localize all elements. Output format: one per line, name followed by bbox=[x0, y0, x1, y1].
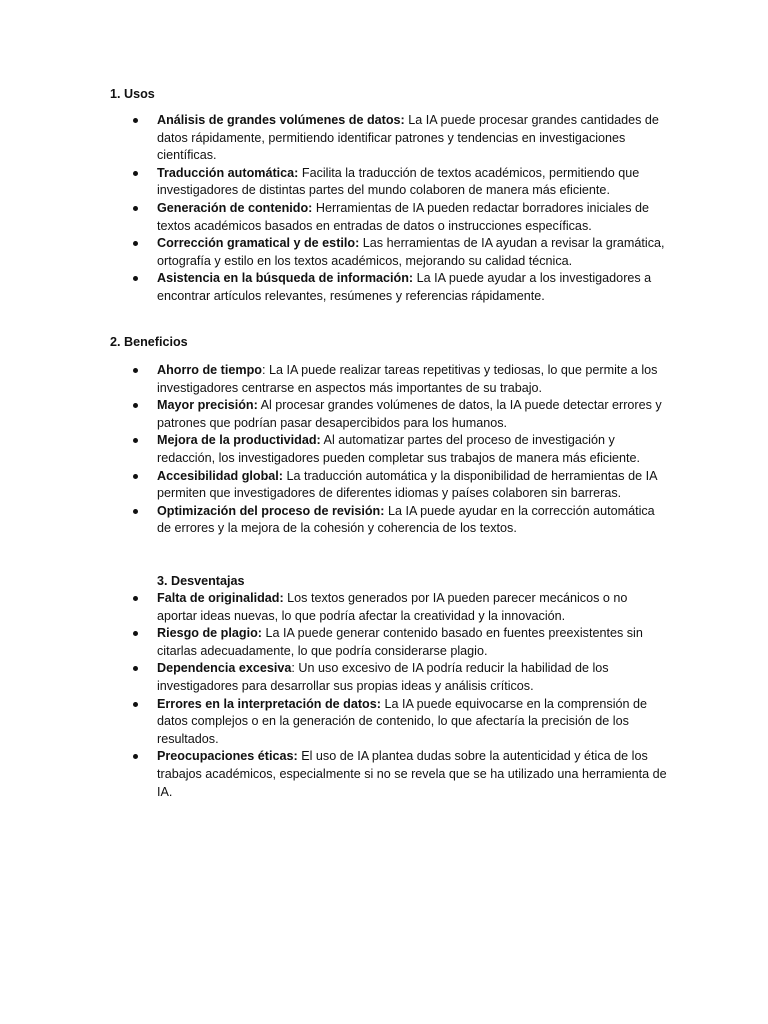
list-item bbox=[130, 432, 670, 467]
desventajas-list bbox=[130, 590, 670, 801]
bullet-icon bbox=[133, 241, 138, 246]
item-term: Ahorro de tiempo bbox=[157, 363, 262, 377]
list-item bbox=[130, 165, 670, 200]
item-text: Facilita la traducción de textos académicos, permitiendo que investigadores de distintas partes del mundo colaboren de manera más eficiente. bbox=[157, 165, 640, 198]
list-item bbox=[130, 112, 670, 165]
item-text: Al automatizar partes del proceso de investigación y redacción, los investigadores pueden completar sus trabajos de manera más eficiente. bbox=[157, 433, 641, 465]
section-heading-usos: 1. Usos bbox=[110, 87, 155, 101]
list-item bbox=[130, 397, 670, 432]
item-term: Accesibilidad global: bbox=[157, 468, 283, 483]
bullet-icon bbox=[133, 702, 138, 707]
bullet-icon bbox=[133, 403, 138, 408]
item-text: : La IA puede realizar tareas repetitivas y tediosas, lo que permite a los investigadores centrarse en aspectos más importantes de su trabajo. bbox=[157, 363, 658, 395]
item-text: La IA puede equivocarse en la comprensión de datos complejos o en la generación de contenido, lo que afectaría la precisión de los resultados. bbox=[157, 696, 648, 746]
list-item bbox=[130, 660, 670, 695]
bullet-icon bbox=[133, 276, 138, 281]
bullet-icon bbox=[133, 206, 138, 211]
item-term: Falta de originalidad: bbox=[157, 591, 284, 605]
bullet-icon bbox=[133, 438, 138, 443]
usos-list bbox=[130, 112, 670, 306]
item-text: : Un uso excesivo de IA podría reducir la habilidad de los investigadores para desarrollar sus propias ideas y análisis críticos. bbox=[157, 661, 609, 693]
list-item bbox=[130, 362, 670, 397]
item-text: La traducción automática y la disponibilidad de herramientas de IA permiten que investigadores de diferentes idiomas y países colaboren sin barreras. bbox=[157, 468, 657, 501]
item-text: La IA puede procesar grandes cantidades de datos rápidamente, permitiendo identificar patrones y tendencias en investigaciones científicas. bbox=[157, 113, 659, 163]
bullet-icon bbox=[133, 754, 138, 759]
list-item bbox=[130, 748, 670, 801]
item-text: Herramientas de IA pueden redactar borradores iniciales de textos académicos basados en entradas de datos o instrucciones específicas. bbox=[157, 200, 650, 233]
item-term: Corrección gramatical y de estilo: bbox=[157, 236, 360, 251]
item-term: Mayor precisión: bbox=[157, 398, 258, 413]
list-item bbox=[130, 468, 670, 503]
bullet-icon bbox=[133, 474, 138, 479]
beneficios-list bbox=[130, 362, 670, 538]
item-term: Asistencia en la búsqueda de información: bbox=[157, 271, 414, 286]
item-text: Al procesar grandes volúmenes de datos, la IA puede detectar errores y patrones que podrían pasar desapercibidos para los humanos. bbox=[157, 398, 662, 430]
list-item bbox=[130, 270, 670, 305]
bullet-icon bbox=[133, 596, 138, 601]
item-term: Optimización del proceso de revisión: bbox=[157, 503, 385, 518]
bullet-icon bbox=[133, 631, 138, 636]
bullet-icon bbox=[133, 118, 138, 123]
list-item bbox=[130, 200, 670, 235]
item-term: Dependencia excesiva bbox=[157, 661, 292, 676]
item-term: Generación de contenido: bbox=[157, 200, 313, 215]
section-heading-beneficios: 2. Beneficios bbox=[110, 335, 188, 349]
list-item bbox=[130, 235, 670, 270]
item-term: Traducción automática: bbox=[157, 165, 299, 180]
item-term: Preocupaciones éticas: bbox=[157, 749, 298, 764]
bullet-icon bbox=[133, 368, 138, 373]
item-text: Las herramientas de IA ayudan a revisar la gramática, ortografía y estilo en los textos académicos, mejorando su calidad técnica. bbox=[157, 236, 665, 268]
item-text: Los textos generados por IA pueden parecer mecánicos o no aportar ideas nuevas, lo que podría afectar la creatividad y la innovación. bbox=[157, 591, 628, 623]
list-item bbox=[130, 696, 670, 749]
item-text: La IA puede ayudar a los investigadores a encontrar artículos relevantes, resúmenes y referencias rápidamente. bbox=[157, 271, 652, 303]
list-item bbox=[130, 625, 670, 660]
bullet-icon bbox=[133, 171, 138, 176]
bullet-icon bbox=[133, 666, 138, 671]
bullet-icon bbox=[133, 509, 138, 514]
item-term: Análisis de grandes volúmenes de datos: bbox=[157, 113, 405, 127]
item-term: Mejora de la productividad: bbox=[157, 433, 321, 448]
item-text: La IA puede generar contenido basado en fuentes preexistentes sin citarlas adecuadamente, lo que podría considerarse plagio. bbox=[157, 626, 643, 658]
item-term: Riesgo de plagio: bbox=[157, 626, 262, 641]
item-term: Errores en la interpretación de datos: bbox=[157, 696, 381, 711]
item-text: El uso de IA plantea dudas sobre la autenticidad y ética de los trabajos académicos, especialmente si no se revela que se ha utilizado una herramienta de IA. bbox=[157, 749, 667, 799]
item-text: La IA puede ayudar en la corrección automática de errores y la mejora de la cohesión y coherencia de los textos. bbox=[157, 503, 655, 536]
section-heading-desventajas: 3. Desventajas bbox=[157, 574, 245, 588]
list-item bbox=[130, 503, 670, 538]
list-item bbox=[130, 590, 670, 625]
